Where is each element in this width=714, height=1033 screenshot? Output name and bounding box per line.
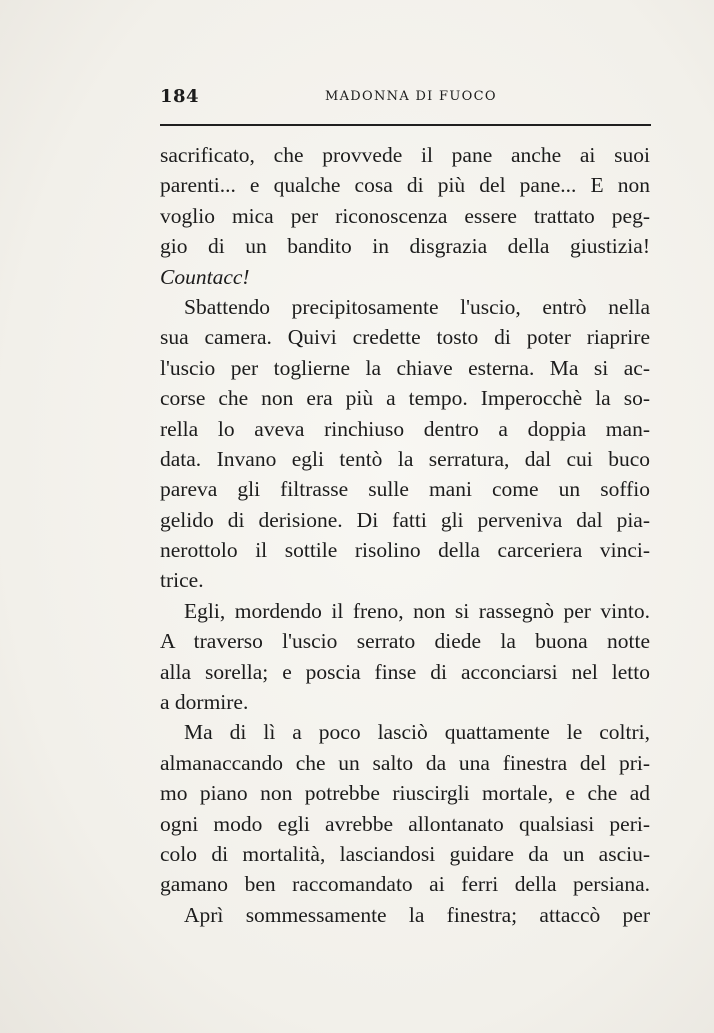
text-line: gio di un bandito in disgrazia della giustizia!	[160, 234, 650, 259]
text-line: gamano ben raccomandato ai ferri della persiana.	[160, 872, 650, 897]
text-line: sacrificato, che provvede il pane anche ai suoi	[160, 143, 650, 167]
text-line: corse che non era più a tempo. Imperocchè la so-	[160, 386, 650, 411]
text-line: voglio mica per riconoscenza essere trattato peg-	[160, 203, 650, 228]
text-line: Ma di lì a poco lasciò quattamente le coltri,	[184, 720, 650, 745]
text-line: pareva gli filtrasse sulle mani come un soffio	[160, 477, 650, 502]
text-line: parenti... e qualche cosa di più del pane... E non	[160, 173, 650, 198]
page-header	[160, 86, 650, 116]
text-line: a dormire.	[160, 690, 249, 715]
body-text	[160, 140, 650, 930]
text-line: A traverso l'uscio serrato diede la buona notte	[160, 629, 650, 654]
text-line: ogni modo egli avrebbe allontanato qualsiasi peri-	[160, 811, 650, 836]
text-line: Aprì sommessamente la finestra; attaccò per	[184, 902, 650, 927]
text-line: Egli, mordendo il freno, non si rassegnò per vinto.	[184, 598, 650, 623]
text-line: nerottolo il sottile risolino della carceriera vinci-	[160, 538, 650, 563]
running-title: MADONNA DI FUOCO	[325, 89, 497, 104]
text-line: mo piano non potrebbe riuscirgli mortale, e che ad	[160, 781, 650, 806]
text-line: rella lo aveva rinchiuso dentro a doppia man-	[160, 416, 650, 441]
text-line: sua camera. Quivi credette tosto di poter riaprire	[160, 325, 650, 350]
text-line: gelido di derisione. Di fatti gli perveniva dal pia-	[160, 507, 650, 532]
text-line: almanaccando che un salto da una finestra del pri-	[160, 750, 650, 775]
page-number: 184	[160, 86, 200, 107]
text-line: l'uscio per toglierne la chiave esterna. Ma si ac-	[160, 355, 650, 380]
text-line: Countacc!	[160, 264, 250, 289]
text-line: Sbattendo precipitosamente l'uscio, entrò nella	[184, 294, 650, 319]
text-line: alla sorella; e poscia finse di acconciarsi nel letto	[160, 659, 650, 684]
text-line: colo di mortalità, lasciandosi guidare da un asciu-	[160, 841, 650, 866]
text-line: trice.	[160, 568, 204, 593]
header-rule	[160, 124, 651, 126]
text-line: data. Invano egli tentò la serratura, dal cui buco	[160, 446, 650, 471]
